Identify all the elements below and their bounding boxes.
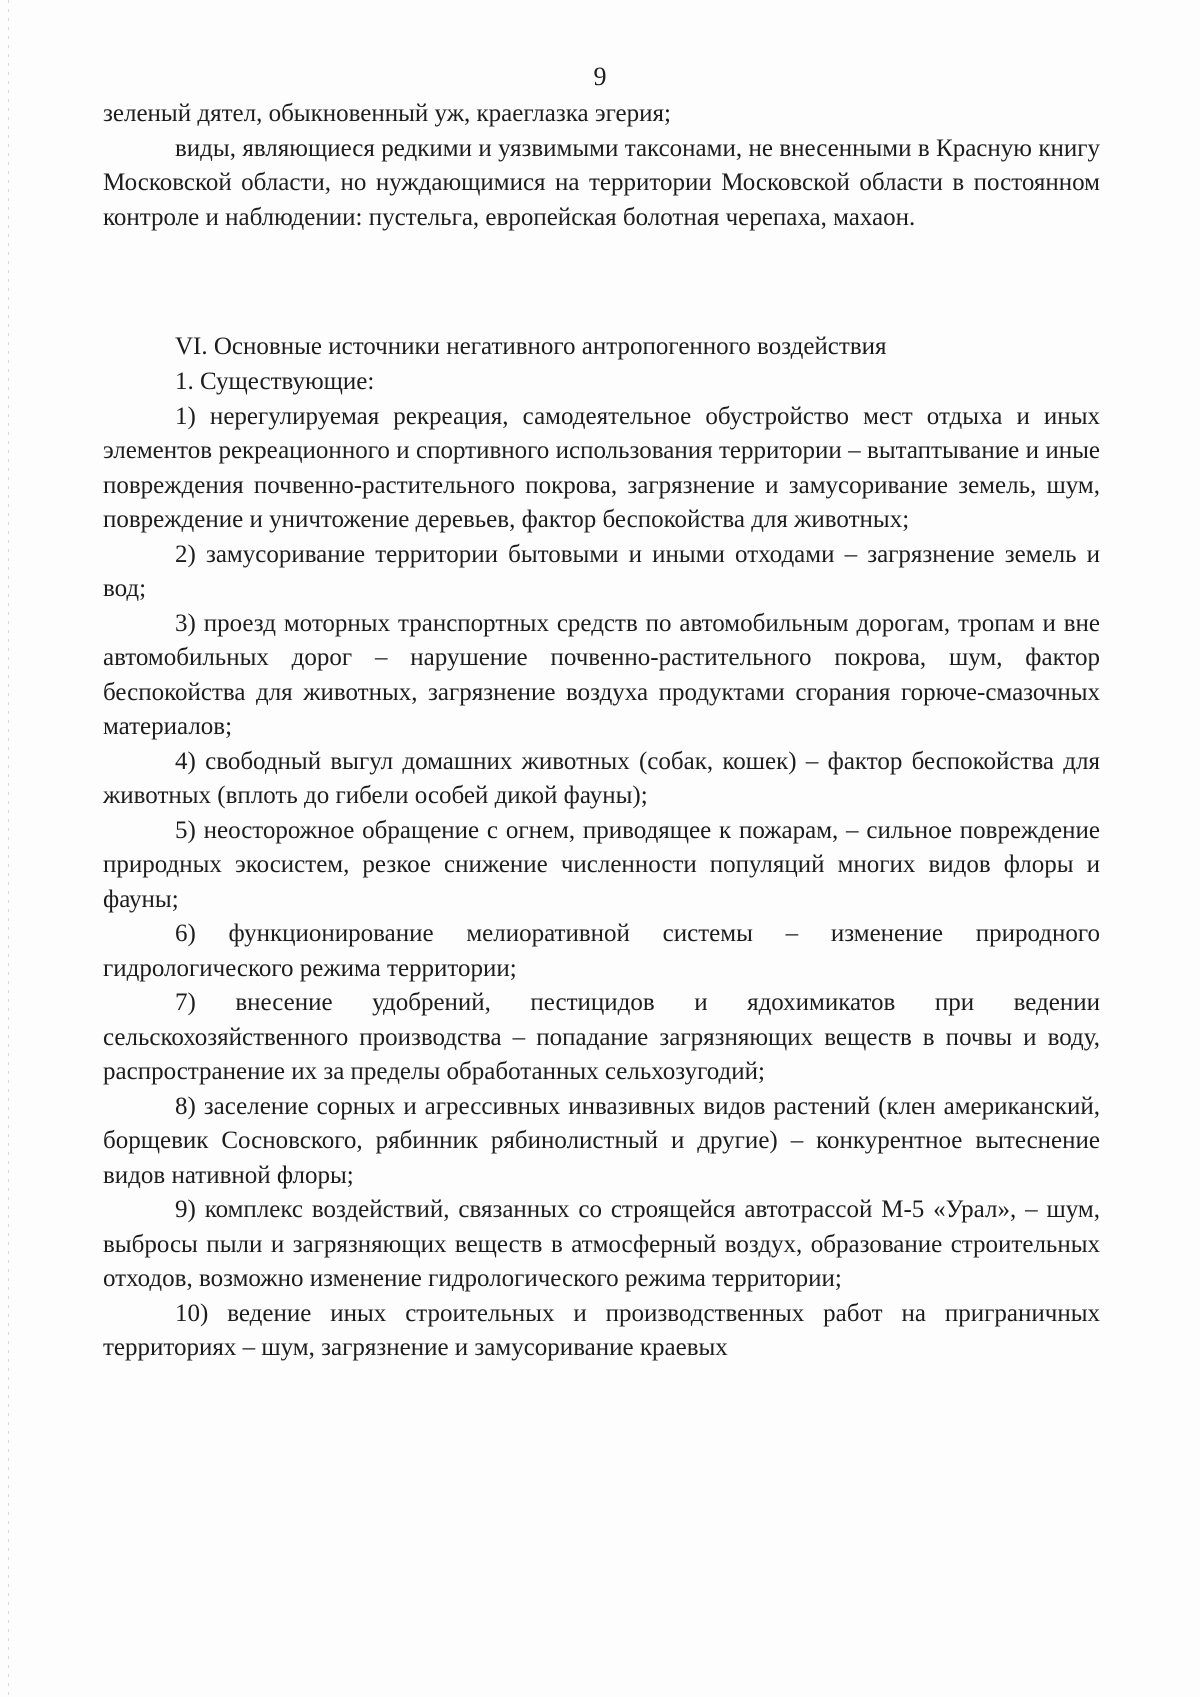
page-number: 9 xyxy=(593,62,607,91)
items-text xyxy=(103,365,1100,1366)
list-item-8: 8) заселение сорных и агрессивных инвазивных видов растений (клен американский, борщевик Сосновского, рябинник рябинолистный и другие) – конкурентное вытеснение видов нативной флоры; xyxy=(103,1092,1100,1189)
list-item-3: 3) проезд моторных транспортных средств по автомобильным дорогам, тропам и вне автомобильных дорог – нарушение почвенно-растительного покрова, шум, фактор беспокойства для животных, загрязнение воздуха продуктами сгорания горюче-смазочных материалов; xyxy=(103,609,1100,740)
list-item-5: 5) неосторожное обращение с огнем, приводящее к пожарам, – сильное повреждение природных экосистем, резкое снижение численности популяций многих видов флоры и фауны; xyxy=(103,816,1100,913)
list-item-1: 1) нерегулируемая рекреация, самодеятельное обустройство мест отдыха и иных элементов рекреационного и спортивного использования территории – вытаптывание и иные повреждения почвенно-растительного покрова, загрязнение и замусоривание земель, шум, повреждение и уничтожение деревьев, фактор беспокойства для животных; xyxy=(103,402,1100,533)
list-item-9: 9) комплекс воздействий, связанных со строящейся автотрассой М-5 «Урал», – шум, выбросы пыли и загрязняющих веществ в атмосферный воздух, образование строительных отходов, возможно изменение гидрологического режима территории; xyxy=(103,1196,1100,1292)
subsection-heading: 1. Существующие: xyxy=(175,368,375,395)
section-heading: VI. Основные источники негативного антропогенного воздействия xyxy=(175,333,887,360)
intro-paragraph-1: зеленый дятел, обыкновенный уж, краеглазка эгерия; xyxy=(103,100,671,127)
list-item-10: 10) ведение иных строительных и производственных работ на приграничных территориях – шум, загрязнение и замусоривание краевых xyxy=(103,1299,1100,1361)
list-item-7: 7) внесение удобрений, пестицидов и ядохимикатов при ведении сельскохозяйственного производства – попадание загрязняющих веществ в почвы и воду, распространение их за пределы обработанных сельхозугодий; xyxy=(103,989,1100,1085)
list-item-4: 4) свободный выгул домашних животных (собак, кошек) – фактор беспокойства для животных (вплоть до гибели особей дикой фауны); xyxy=(103,747,1100,809)
intro-paragraph-2: виды, являющиеся редкими и уязвимыми таксонами, не внесенными в Красную книгу Московской области, но нуждающимися на территории Московской области в постоянном контроле и наблюдении: пустельга, европейская болотная черепаха, махаон. xyxy=(103,134,1100,231)
list-item-6: 6) функционирование мелиоративной системы – изменение природного гидрологического режима территории; xyxy=(103,920,1100,982)
intro-text xyxy=(103,97,1100,235)
list-item-2: 2) замусоривание территории бытовыми и иными отходами – загрязнение земель и вод; xyxy=(103,540,1100,602)
scan-edge-line xyxy=(8,0,9,1697)
